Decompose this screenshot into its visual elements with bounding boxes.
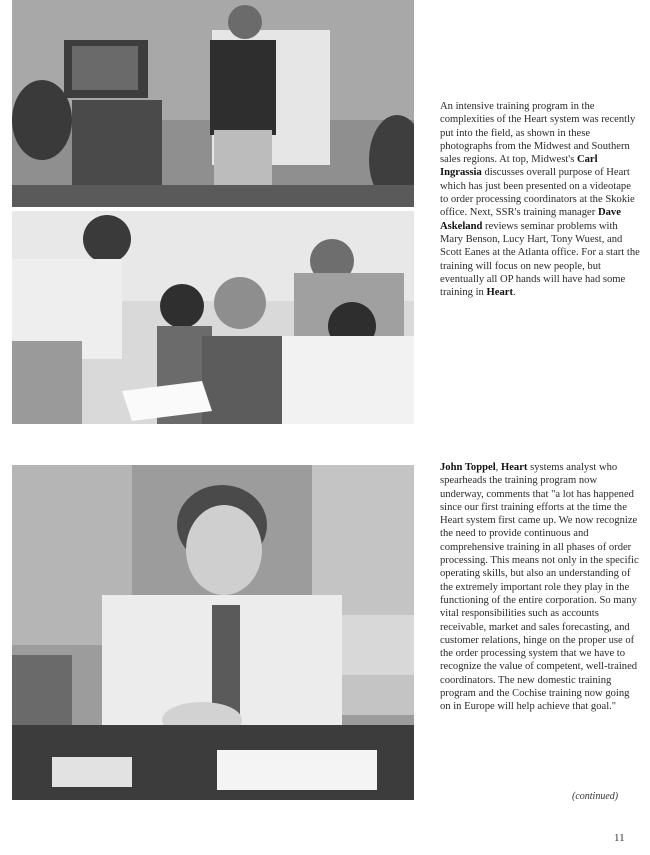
- caption-top-name-dave-askeland: Dave Askeland: [440, 207, 621, 232]
- caption-top-text-4: .: [512, 287, 516, 299]
- caption-top-name-heart: Heart: [486, 287, 513, 299]
- caption-top-name-carl-ingrassia: Carl Ingrassia: [440, 154, 598, 179]
- continued-label: (continued): [572, 791, 619, 802]
- caption-top-text-2: discusses overall purpose of Heart which has just been presented on a videotape to order processing coordinators at the Skokie office. Next, SSR's training manager: [440, 167, 635, 219]
- photo-seminar-review: [12, 211, 414, 424]
- caption-bottom-text-2: systems analyst who spearheads the training program now underway, comments that "a lot has happened since our first training efforts at the time the Heart system first came up. We now recognize the need to provide continuous and comprehensive training in all phases of order processing. This means not only in the specific operating skills, but also an understanding of the extremely important role they play in the functioning of the entire corporation. So many vital responsibilities such as accounts receivable, market and sales forecasting, and customer relations, hinge on the proper use of the order processing system that we have to recognize the value of competent, well-trained coordinators. The new domestic training program and the Cochise training now going on in Europe will help achieve that goal.": [440, 462, 639, 713]
- caption-top-text-3: reviews seminar problems with Mary Benson, Lucy Hart, Tony Wuest, and Scott Eanes at the Atlanta office. For a start the training will focus on new people, but eventually all OP hands will have had some training in: [440, 220, 640, 299]
- caption-bottom-name-john-toppel: John Toppel: [440, 462, 496, 473]
- photo-systems-analyst-image: [12, 465, 414, 800]
- photo-seminar-review-image: [12, 211, 414, 424]
- page-number: 11: [614, 832, 625, 844]
- photo-training-presentation: [12, 0, 414, 207]
- photo-systems-analyst: [12, 465, 414, 800]
- caption-bottom-text-1: ,: [495, 462, 501, 473]
- caption-john-toppel-quote: [440, 461, 640, 714]
- caption-top-text-1: An intensive training program in the complexities of the Heart system was recently put into the field, as shown in these photographs from the Midwest and Southern sales regions. At top, Midwest's: [440, 101, 636, 166]
- caption-training-program: [440, 100, 640, 299]
- caption-bottom-name-heart: Heart: [500, 462, 528, 473]
- photo-training-presentation-image: [12, 0, 414, 207]
